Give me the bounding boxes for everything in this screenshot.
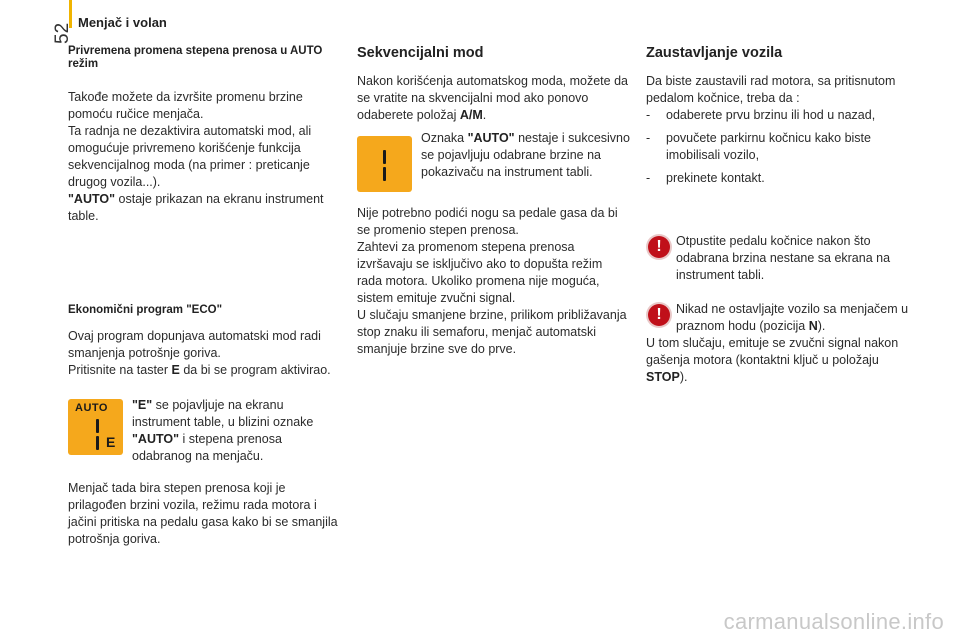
column-left — [68, 45, 340, 548]
section-title-sequential: Sekvencijalni mod — [357, 45, 484, 61]
paragraph: Nije potrebno podići nogu sa pedale gasa da bi se promenio stepen prenosa. — [357, 206, 618, 237]
paragraph: Zahtevi za promenom stepena prenosa izvršavaju se isključivo ako to dopušta režim rada motora. Ukoliko promena nije moguća, sistem emituje zvučni signal. — [357, 240, 603, 305]
gear-bar-icon — [96, 436, 99, 450]
paragraph: Ovaj program dopunjava automatski mod radi smanjenja potrošnje goriva. — [68, 329, 321, 360]
warning-text: Otpustite pedalu kočnice nakon što odabrana brzina nestane sa ekrana na instrument tabli. — [676, 234, 891, 282]
warning-text: Nikad ne ostavljajte vozilo sa menjačem u praznom hodu (pozicija N). — [676, 302, 909, 333]
paragraph: Takođe možete da izvršite promenu brzine pomoću ručice menjača. — [68, 90, 303, 121]
column-middle — [357, 45, 629, 358]
column-right — [646, 45, 918, 386]
eco-indicator-block — [68, 397, 340, 477]
sequential-indicator-text: Oznaka "AUTO" nestaje i sukcesivno se pojavljuju odabrane brzine na pokazivaču na instrument tabli. — [421, 131, 630, 179]
bullet-item: - povučete parkirnu kočnicu kako biste imobilisali vozilo, — [646, 131, 871, 162]
paragraph: Da biste zaustavili rad motora, sa pritisnutom pedalom kočnice, treba da : — [646, 74, 896, 105]
auto-label: AUTO — [75, 402, 108, 414]
e-label: E — [106, 434, 116, 450]
sequential-indicator-block — [357, 130, 629, 202]
page-number: 52 — [52, 22, 73, 44]
paragraph: Nakon korišćenja automatskog moda, možete da se vratite na skvencijalni mod ako ponovo odaberete položaj A/M. — [357, 74, 628, 122]
paragraph: Menjač tada bira stepen prenosa koji je prilagođen brzini vozila, režimu rada motora i jačini pritiska na pedalu gasa kako bi se smanjila potrošnja goriva. — [68, 481, 338, 546]
paragraph: Ta radnja ne dezaktivira automatski mod, ali omogućuje privremeno korišćenje funkcija sekvencijalnog moda (na primer : preticanje drugog vozila...). — [68, 124, 312, 189]
sequential-gear-indicator-icon — [357, 136, 412, 192]
paragraph: Pritisnite na taster E da bi se program aktivirao. — [68, 363, 331, 377]
warning-icon: ! — [648, 304, 670, 326]
paragraph: U slučaju smanjene brzine, prilikom približavanja stop znaku ili semaforu, menjač automatski smanjuje brzine sve do prve. — [357, 308, 627, 356]
bullet-item: - prekinete kontakt. — [646, 171, 765, 185]
paragraph: "AUTO" ostaje prikazan na ekranu instrument table. — [68, 192, 324, 223]
gear-bar-icon — [96, 419, 99, 433]
warning-block-1 — [646, 233, 918, 291]
watermark: carmanualsonline.info — [723, 609, 944, 634]
section-title-stopping: Zaustavljanje vozila — [646, 45, 783, 61]
warning-text-continued: U tom slučaju, emituje se zvučni signal nakon gašenja motora (kontaktni ključ u položaju STOP). — [646, 336, 899, 384]
gear-bar-icon — [383, 150, 386, 164]
eco-indicator-text: "E" se pojavljuje na ekranu instrument table, u blizini oznake "AUTO" i stepena prenosa odabranog na menjaču. — [132, 398, 314, 463]
section-title: Menjač i volan — [78, 15, 167, 30]
gear-bar-icon — [383, 167, 386, 181]
subhead-eco: Ekonomični program "ECO" — [68, 304, 223, 316]
auto-e-indicator-icon — [68, 399, 123, 455]
warning-block-2 — [646, 301, 918, 386]
warning-icon: ! — [648, 236, 670, 258]
subhead-temporary-change: Privremena promena stepena prenosa u AUTO režim — [68, 45, 323, 70]
bullet-item: - odaberete prvu brzinu ili hod u nazad, — [646, 108, 876, 122]
